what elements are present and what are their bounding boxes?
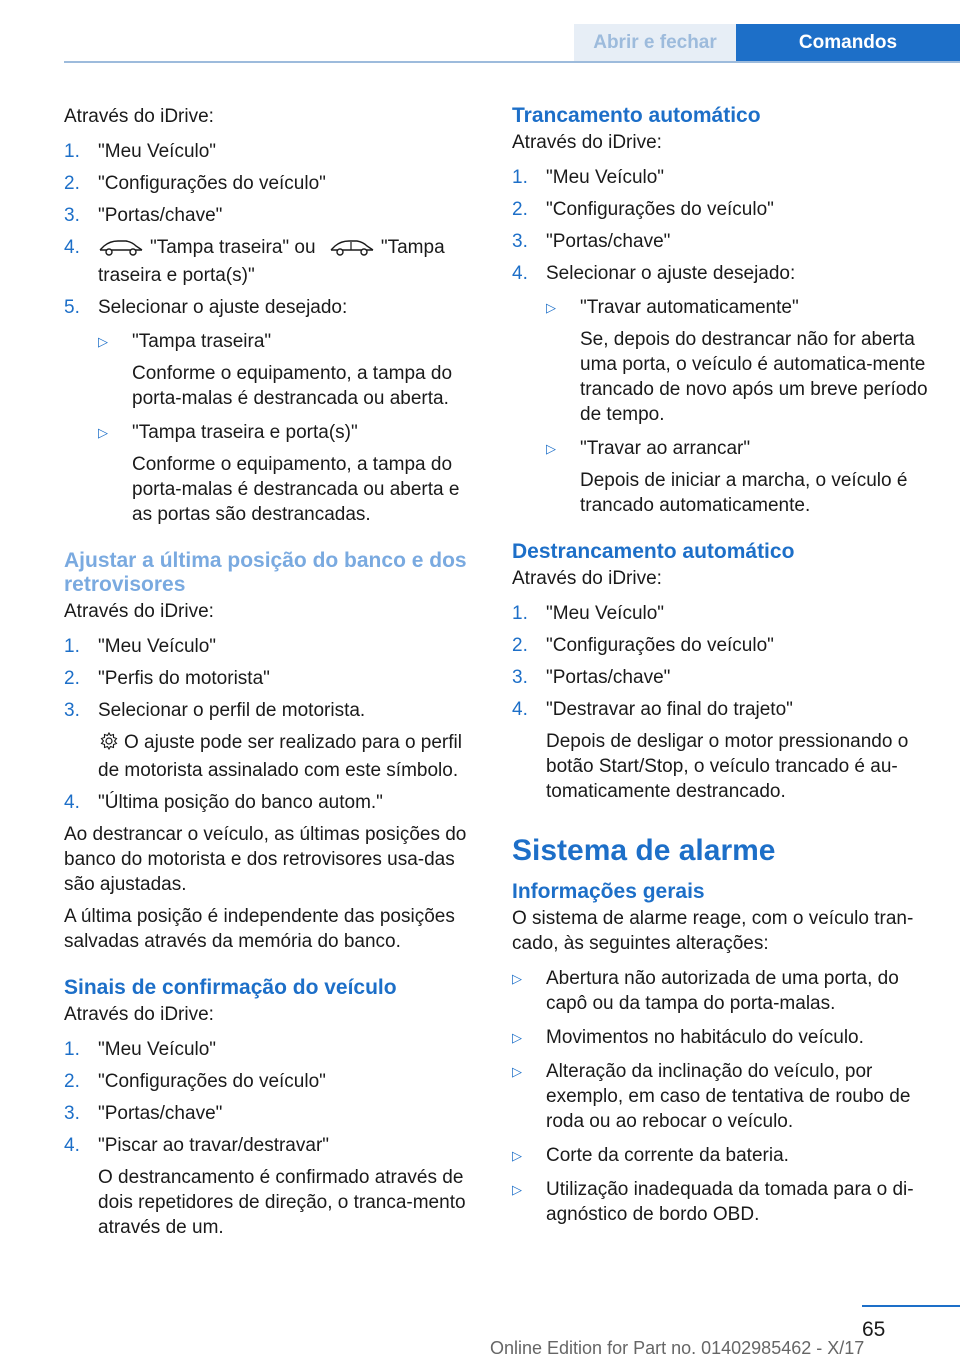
intro-text: Através do iDrive:: [64, 106, 214, 127]
triangle-bullet-icon: ▷: [546, 441, 556, 456]
chapter-title: Sistema de alarme: [512, 834, 776, 867]
list-item: 1. "Meu Veículo": [64, 1039, 217, 1060]
list-item: 2. "Configurações do veículo": [64, 173, 326, 194]
option-item: ▷ "Tampa traseira e porta(s)" Conforme o equipamento, a tampa do porta-malas é destrancada ou aberta e as portas são destrancadas.: [98, 422, 460, 525]
intro-text: O sistema de alarme reage, com o veículo tran-cado, às seguintes alterações:: [512, 908, 914, 954]
intro-text: Através do iDrive:: [512, 568, 662, 589]
left-column: [64, 104, 482, 1247]
tab-abrir-e-fechar[interactable]: Abrir e fechar: [574, 24, 736, 62]
bullet-item: ▷ Corte da corrente da bateria.: [512, 1145, 789, 1166]
edition-footer: Online Edition for Part no. 01402985462 - X/17: [490, 1338, 865, 1358]
intro-text: Através do iDrive:: [64, 1004, 214, 1025]
bullet-item: ▷ Utilização inadequada da tomada para o di-agnóstico de bordo OBD.: [512, 1179, 914, 1225]
footer-divider: [862, 1305, 960, 1307]
section-title: Trancamento automático: [512, 104, 761, 127]
section-title: Destrancamento automático: [512, 540, 795, 563]
option-item: ▷ "Tampa traseira" Conforme o equipamento, a tampa do porta-malas é destrancada ou aberta.: [98, 331, 453, 409]
paragraph: A última posição é independente das posições salvadas através da memória do banco.: [64, 906, 455, 952]
list-item: 3. "Portas/chave": [64, 205, 223, 226]
list-item: 1. "Meu Veículo": [512, 167, 665, 188]
section-title: Ajustar a última posição do banco e dos retrovisores: [64, 549, 467, 596]
list-item: 4. "Última posição do banco autom.": [64, 792, 383, 813]
triangle-bullet-icon: ▷: [512, 1030, 522, 1045]
list-item: 3. Selecionar o perfil de motorista. O ajuste pode ser realizado para o perfil de motorista assinalado com este símbolo.: [64, 700, 462, 781]
list-item: 5. Selecionar o ajuste desejado: ▷ "Tampa traseira" Conforme o equipamento, a tampa do porta-malas é destrancada ou aberta. ▷ "Tampa traseira e porta(s)" Conforme o equipamento, a tampa do porta-malas é destrancada ou aberta e as portas são destrancadas.: [64, 295, 482, 527]
triangle-bullet-icon: ▷: [546, 300, 556, 315]
list-item: 4. "Piscar ao travar/destravar" O destrancamento é confirmado através de dois repetidores de direção, o tranca-mento através de um.: [64, 1135, 466, 1238]
list-item: 1. "Meu Veículo": [64, 636, 217, 657]
list-item: 4. "Destravar ao final do trajeto" Depois de desligar o motor pressionando o botão Start/Stop, o veículo trancado é au-tomaticamente destrancado.: [512, 699, 909, 802]
car-tailgate-doors-icon: [329, 238, 375, 263]
header-divider: [64, 61, 960, 63]
page-number: 65: [862, 1318, 886, 1341]
list-item: 2. "Perfis do motorista": [64, 668, 270, 689]
option-item: ▷ "Travar automaticamente" Se, depois do destrancar não for aberta uma porta, o veículo é automatica-mente trancado de novo após um breve período de tempo.: [546, 297, 928, 425]
list-item: 2. "Configurações do veículo": [64, 1071, 326, 1092]
bullet-item: ▷ Abertura não autorizada de uma porta, do capô ou da tampa do porta-malas.: [512, 968, 899, 1014]
triangle-bullet-icon: ▷: [512, 1148, 522, 1163]
list-item: 4. "Tampa traseira" ou "Tampa traseira e porta(s)": [64, 237, 445, 286]
list-item: 3. "Portas/chave": [512, 231, 671, 252]
list-item: 3. "Portas/chave": [64, 1103, 223, 1124]
list-item: 2. "Configurações do veículo": [512, 199, 774, 220]
gear-icon: [98, 731, 120, 758]
list-item: 1. "Meu Veículo": [64, 141, 217, 162]
list-item: 1. "Meu Veículo": [512, 603, 665, 624]
section-title: Sinais de confirmação do veículo: [64, 976, 397, 999]
triangle-bullet-icon: ▷: [512, 1064, 522, 1079]
triangle-bullet-icon: ▷: [98, 334, 108, 349]
intro-text: Através do iDrive:: [64, 601, 214, 622]
list-item: 3. "Portas/chave": [512, 667, 671, 688]
option-item: ▷ "Travar ao arrancar" Depois de iniciar a marcha, o veículo é trancado automaticamente.: [546, 438, 908, 516]
section-title: Informações gerais: [512, 880, 705, 903]
list-item: 4. Selecionar o ajuste desejado: ▷ "Travar automaticamente" Se, depois do destrancar não for aberta uma porta, o veículo é automatica-mente trancado de novo após um breve período de tempo. ▷ "Travar ao arrancar" Depois de iniciar a marcha, o veículo é trancado automaticamente.: [512, 261, 932, 518]
bullet-item: ▷ Movimentos no habitáculo do veículo.: [512, 1027, 864, 1048]
right-column: [512, 104, 932, 1236]
bullet-item: ▷ Alteração da inclinação do veículo, por exemplo, em caso de tentativa de roubo de roda ou ao rebocar o veículo.: [512, 1061, 911, 1132]
triangle-bullet-icon: ▷: [98, 425, 108, 440]
intro-text: Através do iDrive:: [512, 132, 662, 153]
triangle-bullet-icon: ▷: [512, 971, 522, 986]
paragraph: Ao destrancar o veículo, as últimas posições do banco do motorista e dos retrovisores usa-das são ajustadas.: [64, 824, 467, 895]
triangle-bullet-icon: ▷: [512, 1182, 522, 1197]
tab-comandos[interactable]: Comandos: [736, 24, 960, 62]
car-tailgate-icon: [98, 238, 144, 263]
list-item: 2. "Configurações do veículo": [512, 635, 774, 656]
